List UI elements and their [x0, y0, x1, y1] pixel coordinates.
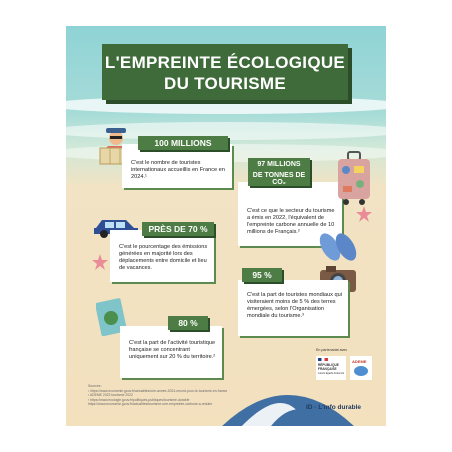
sources [88, 384, 318, 407]
sources-label: Sources : [88, 384, 103, 388]
ademe-logo [350, 356, 372, 380]
flip-flops-icon [316, 230, 360, 264]
stat-value-tag [248, 158, 310, 186]
suitcase-icon [334, 150, 374, 206]
stat-card-tourists-share [238, 280, 348, 336]
stat-value-tag: 95 % [242, 268, 282, 282]
starfish-icon [92, 254, 108, 270]
republique-motto: Liberté Égalité Fraternité [318, 372, 345, 375]
partner-label: En partenariat avec [316, 348, 348, 352]
stat-value-tag: 100 MILLIONS [138, 136, 228, 150]
source-line: ² ADEME 2023 tourisme 2022 [88, 393, 133, 398]
source-line: ³ https://www.ecologie.gouv.fr/politiques-publiques/tourisme-durable [88, 397, 190, 402]
stat-value-tag: 80 % [168, 316, 208, 330]
brand-logo: ID · L'info durable [306, 404, 361, 411]
title-line-2: DU TOURISME [164, 74, 286, 93]
page-title [102, 44, 348, 100]
stat-text: C'est la part de touristes mondiaux qui visiteraient moins de 5 % des terres émergées, selon l'Organisation mondiale du tourisme.³ [247, 292, 342, 319]
stat-card-tourists [122, 144, 232, 188]
republique-line-2: FRANÇAISE [318, 367, 337, 371]
starfish-icon [356, 206, 372, 222]
stat-value-line-1: 97 MILLIONS [257, 161, 301, 168]
infographic-poster [66, 26, 386, 426]
source-line: https://www.economie.gouv.fr/actualites/tourisme-une-empreinte-carbone-a-reduire [88, 402, 213, 407]
republique-line-1: RÉPUBLIQUE [318, 363, 339, 367]
stat-text: C'est le pourcentage des émissions générées en majorité lors des déplacements entre domicile et lieu de vacances. [119, 244, 208, 271]
stat-text: C'est le nombre de touristes internationaux accueillis en France en 2024.¹ [131, 160, 225, 180]
stat-card-territory [120, 326, 222, 378]
republique-francaise-logo [316, 356, 346, 380]
stat-value-line-2: DE TONNES DE CO₂ [252, 172, 306, 186]
stat-value-tag: PRÈS DE 70 % [142, 222, 214, 236]
stat-text: C'est ce que le secteur du tourisme a émis en 2022, l'équivalent de l'empreinte carbone annuelle de 10 millions de Français.² [247, 208, 335, 235]
stat-text: C'est la part de l'activité touristique française se concentrant uniquement sur 20 % du territoire.² [129, 340, 216, 360]
stat-card-emissions [110, 230, 214, 282]
title-line-1: L'EMPREINTE ÉCOLOGIQUE [104, 53, 346, 72]
ademe-label: ADEME [352, 359, 367, 364]
source-line: ¹ https://www.economie.gouv.fr/actualites/une-annee-2024-record-pour-le-tourisme-en-france [88, 388, 228, 393]
partner-block [316, 348, 382, 375]
